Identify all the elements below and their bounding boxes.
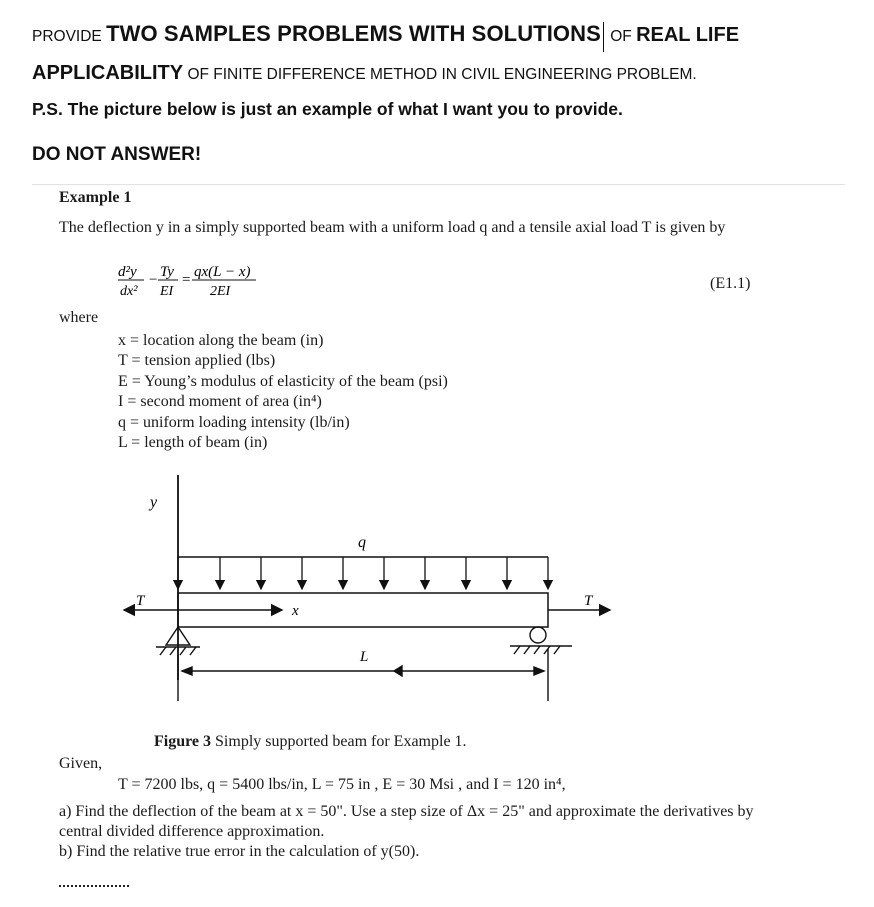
question-heading — [32, 16, 852, 93]
svg-text:qx(L − x): qx(L − x) — [194, 264, 251, 280]
variable-item: x = location along the beam (in) — [118, 332, 324, 349]
variable-item: E = Young’s modulus of elasticity of the beam (psi) — [118, 372, 448, 390]
given-label: Given, — [59, 755, 103, 772]
svg-text:dx²: dx² — [120, 284, 138, 297]
ps-note: P.S. The picture below is just an example of what I want you to provide. — [32, 99, 623, 119]
problem-parts — [59, 802, 779, 862]
heading-rest: OF FINITE DIFFERENCE METHOD IN CIVIL ENGINEERING PROBLEM. — [187, 66, 697, 83]
part-b: b) Find the relative true error in the calculation of y(50). — [59, 843, 420, 860]
variable-item: L = length of beam (in) — [118, 434, 268, 452]
roller-support — [510, 627, 572, 654]
cut-off-text — [59, 885, 129, 891]
figure-number: Figure 3 — [154, 733, 212, 750]
variable-item: q = uniform loading intensity (lb/in) — [118, 413, 350, 431]
svg-text:Ty: Ty — [160, 264, 174, 280]
where-label: where — [59, 309, 99, 326]
svg-text:=: = — [181, 272, 192, 288]
svg-text:EI: EI — [160, 284, 174, 297]
part-a: a) Find the deflection of the beam at x = 50". Use a step size of Δx = 25" and approximate the derivatives by central divided difference approximation. — [59, 803, 754, 840]
variable-item: I = second moment of area (in⁴) — [118, 393, 322, 411]
beam-figure — [32, 475, 845, 725]
governing-equation — [118, 263, 318, 297]
variable-list — [118, 331, 448, 453]
y-axis-label: y — [150, 494, 158, 511]
length-label: L — [360, 649, 369, 665]
x-axis-label: x — [292, 603, 299, 619]
equation-label: (E1.1) — [710, 275, 751, 292]
variable-item: T = tension applied (lbs) — [118, 352, 276, 370]
load-label: q — [358, 534, 366, 551]
tension-right-label: T — [584, 593, 593, 609]
heading-real-life: REAL LIFE — [636, 24, 740, 46]
example-intro: The deflection y in a simply supported beam with a uniform load q and a tensile axial load T is given by — [59, 219, 726, 236]
example-image — [32, 184, 845, 900]
svg-text:2EI: 2EI — [210, 284, 231, 297]
example-title: Example 1 — [59, 189, 132, 206]
svg-text:−: − — [148, 272, 159, 288]
tension-left-label: T — [136, 593, 145, 609]
heading-emphasis: TWO SAMPLES PROBLEMS WITH SOLUTIONS — [106, 21, 601, 46]
heading-applicability: APPLICABILITY — [32, 62, 184, 84]
do-not-answer: DO NOT ANSWER! — [32, 144, 202, 165]
figure-caption-text: Simply supported beam for Example 1. — [211, 733, 467, 750]
heading-word-provide: PROVIDE — [32, 28, 102, 45]
text-cursor — [603, 22, 604, 52]
svg-text:d²y: d²y — [118, 264, 137, 280]
distributed-load — [178, 557, 548, 589]
figure-caption — [154, 733, 467, 751]
given-values: T = 7200 lbs, q = 5400 lbs/in, L = 75 in , E = 30 Msi , and I = 120 in⁴, — [118, 776, 566, 793]
heading-word-of: OF — [610, 28, 632, 45]
